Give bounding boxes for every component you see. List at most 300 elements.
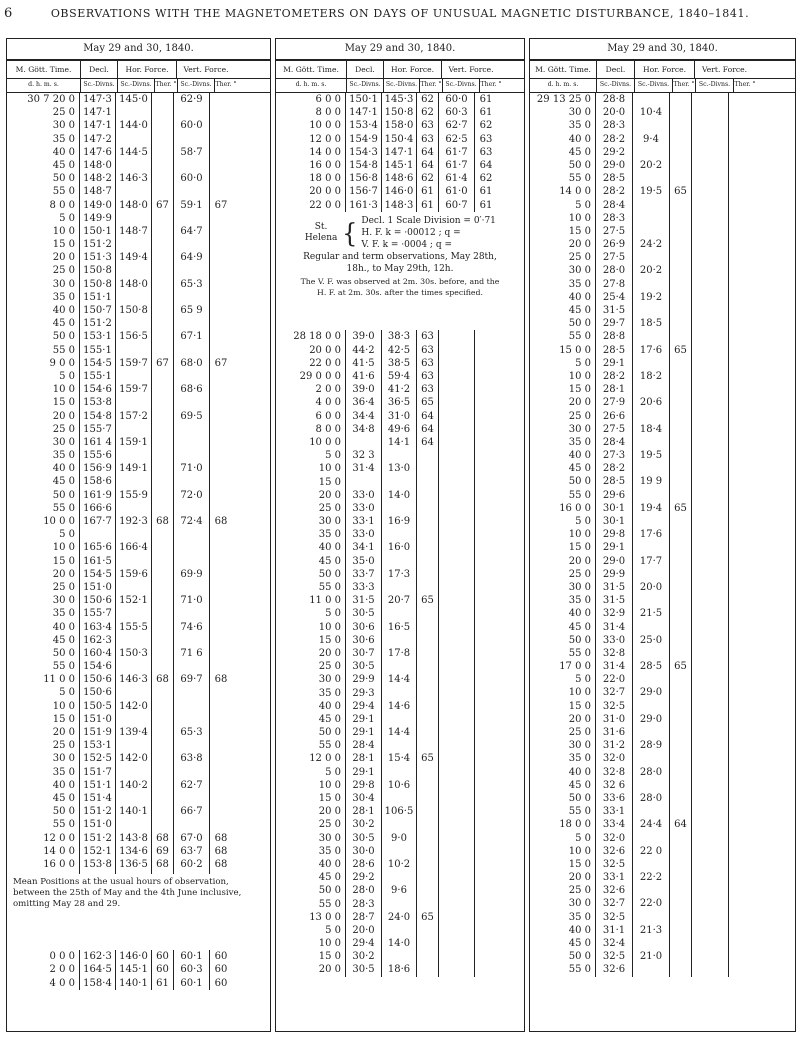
row-cell	[670, 950, 692, 963]
row-cell: 20·0	[633, 581, 670, 594]
row-time: 50 0	[530, 950, 596, 963]
table-row	[276, 884, 524, 897]
row-time: 30 0	[276, 515, 346, 528]
row-cell	[670, 634, 692, 647]
table-row	[7, 607, 270, 620]
row-cell: 151·9	[80, 726, 116, 739]
row-time: 20 0	[7, 410, 80, 423]
row-cell	[692, 172, 729, 185]
row-cell	[729, 119, 751, 132]
row-time: 10 0	[7, 700, 80, 713]
row-cell	[439, 344, 475, 357]
row-time: 14 0 0	[276, 146, 346, 159]
row-cell: 30·2	[346, 818, 382, 831]
row-time: 5 0	[7, 212, 80, 225]
row-cell: 27·9	[596, 396, 633, 409]
row-cell: 67	[152, 199, 174, 212]
table-row	[7, 515, 270, 528]
row-cell	[439, 963, 475, 976]
table-row	[7, 330, 270, 343]
row-time: 55 0	[530, 963, 596, 976]
row-time: 45 0	[530, 937, 596, 950]
row-cell	[670, 462, 692, 475]
row-cell: 153·4	[346, 119, 382, 132]
row-cell: 155·5	[116, 621, 152, 634]
table-row	[7, 146, 270, 159]
row-cell	[174, 106, 210, 119]
row-time: 30 0	[7, 594, 80, 607]
row-cell	[210, 607, 232, 620]
unit-header: d. h. m. s.	[7, 79, 81, 92]
row-time: 45 0	[7, 159, 80, 172]
table-row	[7, 159, 270, 172]
row-cell	[670, 251, 692, 264]
table-row	[7, 673, 270, 686]
row-cell	[692, 805, 729, 818]
row-cell: 60	[152, 963, 174, 976]
row-cell	[692, 383, 729, 396]
table-row	[276, 528, 524, 541]
column-header: Hor. Force.	[118, 61, 177, 78]
row-cell	[729, 858, 751, 871]
table-row	[276, 436, 524, 449]
row-cell	[692, 119, 729, 132]
row-cell: 148·7	[116, 225, 152, 238]
row-cell: 158·0	[382, 119, 417, 132]
row-cell: 62·5	[439, 133, 475, 146]
table-row	[530, 370, 795, 383]
table-row	[276, 423, 524, 436]
table-row	[276, 818, 524, 831]
row-cell	[692, 528, 729, 541]
table-row	[276, 502, 524, 515]
row-cell: 20·0	[596, 106, 633, 119]
row-cell: 147·1	[80, 106, 116, 119]
row-cell: 60·0	[174, 119, 210, 132]
row-time: 10 0	[7, 225, 80, 238]
row-time: 4 0 0	[7, 977, 80, 990]
row-cell	[174, 713, 210, 726]
row-cell	[116, 185, 152, 198]
row-time: 25 0	[7, 581, 80, 594]
table-row	[276, 462, 524, 475]
row-cell	[692, 159, 729, 172]
row-cell: 63	[417, 330, 439, 343]
row-time: 12 0 0	[276, 752, 346, 765]
row-time: 30 0	[7, 278, 80, 291]
row-cell: 68	[214, 858, 228, 870]
row-cell: 72·4	[174, 515, 210, 528]
unit-header: Sc.-Divns.	[696, 79, 734, 92]
row-cell: 63·7	[174, 845, 210, 858]
row-cell	[152, 607, 174, 620]
row-cell: 28·1	[346, 752, 382, 765]
row-cell: 69·5	[174, 410, 210, 423]
row-cell	[382, 792, 417, 805]
row-cell	[729, 713, 751, 726]
row-cell	[670, 621, 692, 634]
row-time: 40 0	[530, 133, 596, 146]
row-cell	[633, 172, 670, 185]
row-cell	[692, 739, 729, 752]
row-time: 14 0 0	[7, 845, 80, 858]
table-row	[276, 924, 524, 937]
row-cell	[439, 568, 475, 581]
row-time: 55 0	[7, 185, 80, 198]
row-cell	[210, 739, 232, 752]
row-cell	[439, 647, 475, 660]
row-time: 55 0	[530, 172, 596, 185]
row-time: 8 0 0	[7, 199, 80, 212]
row-cell: 63	[417, 383, 439, 396]
row-cell	[692, 752, 729, 765]
row-cell	[692, 726, 729, 739]
row-cell	[210, 251, 232, 264]
row-time: 15 0	[276, 476, 346, 489]
table-row	[7, 779, 270, 792]
row-time: 35 0	[276, 687, 346, 700]
column-header: M. Gött. Time.	[7, 61, 81, 78]
row-cell	[210, 647, 232, 660]
table-row	[7, 766, 270, 779]
row-cell: 38·5	[382, 357, 417, 370]
row-time: 45 0	[7, 634, 80, 647]
table-row	[7, 449, 270, 462]
row-cell: 145·1	[116, 963, 152, 976]
row-cell: 64	[417, 423, 439, 436]
row-time: 45 0	[276, 871, 346, 884]
table-row	[7, 396, 270, 409]
row-cell: 161·9	[80, 489, 116, 502]
row-cell: 142·0	[116, 700, 152, 713]
table-row	[530, 462, 795, 475]
unit-headers	[276, 79, 524, 93]
row-cell: 71·0	[174, 594, 210, 607]
row-cell: 29·9	[346, 673, 382, 686]
row-cell	[729, 871, 751, 884]
table-row	[276, 199, 524, 212]
row-cell: 166·4	[116, 541, 152, 554]
row-cell	[692, 660, 729, 673]
row-time: 20 0 0	[276, 185, 346, 198]
row-cell	[475, 950, 497, 963]
row-cell	[692, 897, 729, 910]
row-cell	[116, 818, 152, 831]
row-cell	[633, 146, 670, 159]
row-time: 10 0	[530, 212, 596, 225]
row-cell: 60	[214, 964, 228, 976]
row-cell: 61·0	[439, 185, 475, 198]
row-cell	[729, 238, 751, 251]
table-row	[530, 568, 795, 581]
table-row	[7, 475, 270, 488]
table-row	[530, 937, 795, 950]
row-time: 40 0	[530, 607, 596, 620]
scale-line: V. F. k = ·0004 ; q =	[361, 239, 452, 250]
row-cell	[382, 607, 417, 620]
row-cell	[152, 423, 174, 436]
table-row	[530, 858, 795, 871]
row-cell	[692, 278, 729, 291]
row-cell	[670, 752, 692, 765]
row-cell	[729, 330, 751, 343]
row-cell: 62·9	[174, 93, 210, 106]
row-cell: 29·8	[346, 779, 382, 792]
row-cell: 155·1	[80, 370, 116, 383]
row-cell	[152, 159, 174, 172]
row-time: 30 0	[530, 897, 596, 910]
row-time: 45 0	[276, 713, 346, 726]
row-cell	[475, 396, 497, 409]
table-row	[530, 264, 795, 277]
row-cell: 31·5	[346, 594, 382, 607]
row-cell: 28·0	[633, 792, 670, 805]
row-cell	[692, 594, 729, 607]
row-time: 16 0 0	[530, 502, 596, 515]
panel-middle	[275, 38, 525, 1032]
row-cell	[692, 330, 729, 343]
row-cell	[152, 119, 174, 132]
row-cell	[692, 317, 729, 330]
column-headers	[7, 61, 270, 79]
row-cell: 151·2	[80, 805, 116, 818]
row-cell: 9·0	[382, 832, 417, 845]
table-row	[530, 159, 795, 172]
row-cell	[417, 858, 439, 871]
row-cell: 26·6	[596, 410, 633, 423]
row-cell	[174, 317, 210, 330]
row-cell: 147·2	[80, 133, 116, 146]
row-time: 6 0 0	[276, 93, 346, 106]
row-cell: 144·0	[116, 119, 152, 132]
row-cell	[439, 673, 475, 686]
row-cell: 65	[417, 594, 439, 607]
row-time: 50 0	[7, 647, 80, 660]
row-cell	[210, 436, 232, 449]
row-cell: 31·0	[382, 410, 417, 423]
row-cell: 65	[670, 185, 692, 198]
row-cell: 151·2	[80, 832, 116, 845]
row-cell: 74·6	[174, 621, 210, 634]
row-cell	[475, 739, 497, 752]
row-cell	[670, 317, 692, 330]
row-cell: 155·7	[80, 423, 116, 436]
row-cell	[729, 199, 751, 212]
row-cell	[152, 436, 174, 449]
table-row	[276, 119, 524, 132]
row-cell: 63	[479, 133, 493, 145]
row-time: 10 0	[276, 621, 346, 634]
row-cell: 10·6	[382, 779, 417, 792]
row-cell	[210, 383, 232, 396]
row-cell: 62	[479, 173, 493, 185]
row-cell	[439, 818, 475, 831]
row-cell	[692, 423, 729, 436]
row-cell: 161 4	[80, 436, 116, 449]
row-cell	[633, 911, 670, 924]
row-time: 15 0	[276, 792, 346, 805]
row-cell: 31·0	[596, 713, 633, 726]
row-cell: 65·3	[174, 726, 210, 739]
unit-header: Ther. °	[420, 79, 443, 92]
row-cell: 63	[479, 146, 493, 158]
row-cell: 147·1	[80, 119, 116, 132]
row-cell	[417, 792, 439, 805]
table-row	[530, 713, 795, 726]
row-cell	[475, 436, 497, 449]
row-cell: 32·5	[596, 950, 633, 963]
row-cell	[210, 475, 232, 488]
row-cell	[729, 845, 751, 858]
unit-header: Sc.-Divns.	[178, 79, 215, 92]
table-row	[7, 410, 270, 423]
row-time: 29 13 25 0	[530, 93, 596, 106]
row-cell	[417, 832, 439, 845]
row-cell: 29·1	[596, 357, 633, 370]
table-row	[7, 212, 270, 225]
row-cell	[152, 462, 174, 475]
row-cell	[692, 515, 729, 528]
row-cell	[729, 924, 751, 937]
row-cell	[670, 423, 692, 436]
row-cell	[417, 607, 439, 620]
row-time: 18 0 0	[530, 818, 596, 831]
table-row	[530, 133, 795, 146]
row-cell: 159·1	[116, 436, 152, 449]
row-cell	[729, 779, 751, 792]
row-time: 55 0	[7, 502, 80, 515]
row-cell	[692, 924, 729, 937]
row-cell	[633, 752, 670, 765]
row-cell	[475, 594, 497, 607]
row-cell	[116, 581, 152, 594]
row-cell	[439, 634, 475, 647]
row-cell: 143·8	[116, 832, 152, 845]
row-cell	[210, 792, 232, 805]
row-cell	[670, 119, 692, 132]
row-time: 25 0	[7, 106, 80, 119]
row-cell	[729, 396, 751, 409]
row-cell	[439, 541, 475, 554]
row-cell	[670, 357, 692, 370]
panel-title: May 29 and 30, 1840.	[530, 39, 795, 61]
row-cell	[475, 621, 497, 634]
unit-headers	[530, 79, 795, 93]
row-cell: 148·2	[80, 172, 116, 185]
row-cell	[692, 779, 729, 792]
table-row	[276, 673, 524, 686]
row-time: 0 0 0	[7, 950, 80, 963]
row-cell: 27·5	[596, 423, 633, 436]
row-cell	[729, 212, 751, 225]
table-row	[276, 634, 524, 647]
row-cell	[670, 792, 692, 805]
table-row	[530, 766, 795, 779]
table-row	[7, 304, 270, 317]
row-cell	[210, 172, 232, 185]
row-cell: 155·9	[116, 489, 152, 502]
row-cell	[475, 476, 497, 489]
row-cell: 27·8	[596, 278, 633, 291]
table-row	[7, 845, 270, 858]
column-headers	[276, 61, 524, 79]
row-cell	[633, 462, 670, 475]
row-time: 20 0	[276, 963, 346, 976]
row-cell	[210, 93, 232, 106]
table-body	[530, 93, 795, 977]
table-row	[530, 251, 795, 264]
row-cell	[116, 555, 152, 568]
row-cell	[692, 489, 729, 502]
row-cell	[210, 344, 232, 357]
table-row	[530, 792, 795, 805]
row-cell	[210, 238, 232, 251]
row-cell	[382, 924, 417, 937]
unit-header: Sc.-Divns.	[81, 79, 118, 92]
row-cell: 65	[417, 396, 439, 409]
row-cell	[417, 937, 439, 950]
row-cell: 152·1	[80, 845, 116, 858]
row-cell: 10·2	[382, 858, 417, 871]
row-cell: 61·4	[439, 172, 475, 185]
row-cell	[174, 475, 210, 488]
row-time: 35 0	[276, 845, 346, 858]
row-cell: 163·4	[80, 621, 116, 634]
row-cell	[692, 766, 729, 779]
row-cell	[152, 594, 174, 607]
unit-header: Ther. °	[480, 81, 502, 88]
table-row	[7, 264, 270, 277]
row-cell: 62	[417, 106, 439, 119]
row-cell	[670, 396, 692, 409]
row-time: 25 0	[7, 264, 80, 277]
row-cell	[152, 212, 174, 225]
row-cell	[210, 805, 232, 818]
row-cell: 20·7	[382, 594, 417, 607]
row-time: 12 0 0	[276, 133, 346, 146]
row-cell: 150·8	[382, 106, 417, 119]
table-row	[530, 779, 795, 792]
unit-header: Sc.-Divns.	[443, 79, 480, 92]
row-cell	[475, 568, 497, 581]
row-time: 50 0	[7, 805, 80, 818]
row-cell	[152, 291, 174, 304]
row-cell	[152, 238, 174, 251]
table-row	[276, 911, 524, 924]
row-cell: 65 9	[174, 304, 210, 317]
row-time: 40 0	[7, 462, 80, 475]
row-cell: 156·5	[116, 330, 152, 343]
row-cell: 29·3	[346, 687, 382, 700]
row-cell	[670, 159, 692, 172]
row-cell	[670, 449, 692, 462]
row-cell	[116, 528, 152, 541]
table-row	[276, 106, 524, 119]
row-cell: 29·1	[346, 726, 382, 739]
row-cell	[152, 172, 174, 185]
row-time: 35 0	[530, 278, 596, 291]
row-cell	[633, 647, 670, 660]
row-cell	[174, 766, 210, 779]
row-cell: 63	[417, 119, 439, 132]
row-cell	[152, 133, 174, 146]
row-time: 30 0	[530, 581, 596, 594]
table-row	[7, 317, 270, 330]
row-cell	[116, 792, 152, 805]
table-row	[530, 344, 795, 357]
unit-header: Sc.-Divns.	[635, 79, 673, 92]
column-header: Decl.	[347, 61, 384, 78]
